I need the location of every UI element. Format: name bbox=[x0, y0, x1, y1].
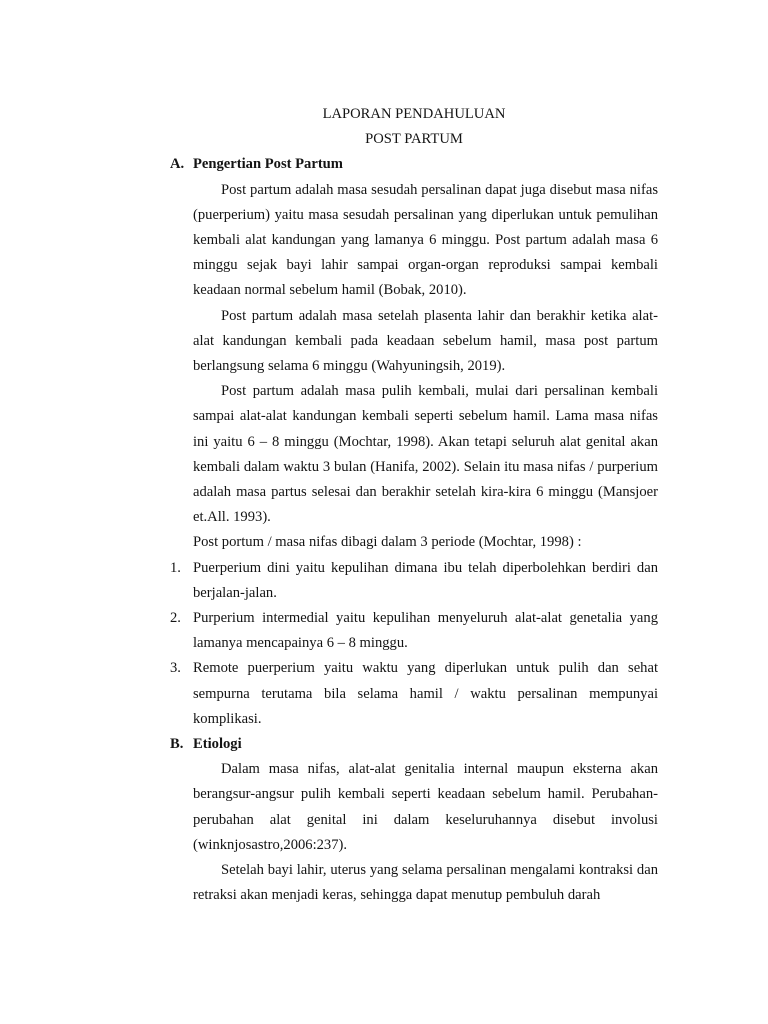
list-intro: Post portum / masa nifas dibagi dalam 3 periode (Mochtar, 1998) : bbox=[193, 534, 582, 551]
document-title-line-1: LAPORAN PENDAHULUAN bbox=[322, 106, 506, 122]
section-heading-b bbox=[170, 732, 658, 757]
section-heading-a bbox=[170, 152, 658, 177]
document-content bbox=[170, 102, 658, 909]
section-pengertian bbox=[170, 152, 658, 732]
section-letter: B. bbox=[170, 736, 184, 753]
list-text: Remote puerperium yaitu waktu yang diperlukan untuk pulih dan sehat sempurna terutama bila selama hamil / waktu persalinan mempunyai komplikasi. bbox=[193, 660, 658, 727]
paragraph: Post partum adalah masa setelah plasenta lahir dan berakhir ketika alat-alat kandungan kembali pada keadaan sebelum hamil, masa post partum berlangsung selama 6 minggu (Wahyuningsih, 2019). bbox=[193, 307, 658, 375]
list-number: 1. bbox=[170, 559, 181, 576]
paragraph: Setelah bayi lahir, uterus yang selama persalinan mengalami kontraksi dan retraksi akan menjadi keras, sehingga dapat menutup pembuluh darah bbox=[193, 862, 658, 904]
section-heading-text: Pengertian Post Partum bbox=[193, 156, 343, 173]
paragraph: Dalam masa nifas, alat-alat genitalia internal maupun eksterna akan berangsur-angsur pulih kembali seperti keadaan sebelum hamil. Perubahan-perubahan alat genital ini dalam keseluruhannya disebut involusi (winknjosastro,2006:237). bbox=[193, 761, 658, 853]
list-item bbox=[170, 606, 658, 656]
section-heading-text: Etiologi bbox=[193, 736, 242, 753]
document-title-line-2: POST PARTUM bbox=[365, 131, 463, 148]
list-number: 3. bbox=[170, 660, 181, 677]
section-etiologi bbox=[170, 732, 658, 908]
list-text: Puerperium dini yaitu kepulihan dimana ibu telah diperbolehkan berdiri dan berjalan-jalan. bbox=[193, 559, 658, 601]
list-number: 2. bbox=[170, 610, 181, 627]
paragraph: Post partum adalah masa sesudah persalinan dapat juga disebut masa nifas (puerperium) yaitu masa sesudah persalinan yang diperlukan untuk pemulihan kembali alat kandungan yang lamanya 6 minggu. Post partum adalah masa 6 minggu sejak bayi lahir sampai organ-organ reproduksi sampai kembali keadaan normal sebelum hamil (Bobak, 2010). bbox=[193, 181, 658, 299]
section-body-b bbox=[193, 757, 658, 908]
paragraph: Post partum adalah masa pulih kembali, mulai dari persalinan kembali sampai alat-alat kandungan kembali seperti sebelum hamil. Lama masa nifas ini yaitu 6 – 8 minggu (Mochtar, 1998). Akan tetapi seluruh alat genital akan kembali dalam waktu 3 bulan (Hanifa, 2002). Selain itu masa nifas / purperium adalah masa partus selesai dan berakhir setelah kira-kira 6 minggu (Mansjoer et.All. 1993). bbox=[193, 383, 658, 526]
list-item bbox=[170, 656, 658, 732]
list-text: Purperium intermedial yaitu kepulihan menyeluruh alat-alat genetalia yang lamanya mencapainya 6 – 8 minggu. bbox=[193, 610, 658, 652]
period-list bbox=[170, 556, 658, 732]
list-item bbox=[170, 556, 658, 606]
section-body-a bbox=[193, 178, 658, 556]
section-letter: A. bbox=[170, 156, 185, 173]
